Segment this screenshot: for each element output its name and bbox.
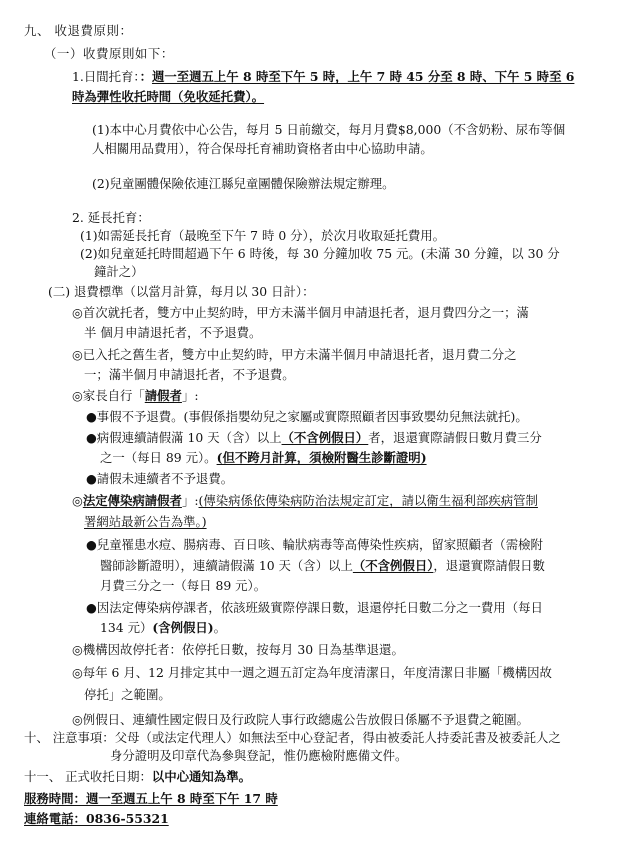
extended-care-heading: 2. 延長托育： — [72, 210, 150, 225]
section-10-text: 父母（或法定代理人）如無法至中心登記者，得由被委託人持委託書及被委託人之 — [114, 730, 561, 745]
class-suspension-rate: 134 元） — [100, 620, 153, 635]
refund-returning-cont: 一；滿半個月申請退托者，不予退費。 — [84, 367, 295, 382]
sick-leave-rate: 之一（每日 89 元）。 — [100, 450, 217, 465]
sick-leave-condition: (但不跨月計算，須檢附醫生診斷證明) — [216, 450, 427, 465]
contagious-illness-refund: ，退還實際請假日數 — [433, 558, 545, 573]
disease-leave-note: (傳染病係依傳染病防治法規定訂定，請以衛生福利部疾病管制 — [198, 493, 538, 508]
day-care-line-1 — [72, 68, 574, 85]
day-care-colon: ： — [139, 69, 152, 84]
contagious-illness: ●兒童罹患水痘、腸病毒、百日咳、輪狀病毒等高傳染性疾病，留家照顧者（需檢附 — [86, 537, 543, 552]
section-10-cont: 身分證明及印章代為參與登記，惟仍應檢附應備文件。 — [110, 748, 408, 763]
extended-care-2-cont: 鐘計之） — [94, 264, 144, 279]
fee-note-1: (1)本中心月費依中心公告，每月 5 日前繳交，每月月費$8,000（不含奶粉、尿布等個 — [92, 122, 566, 137]
section-10 — [24, 729, 561, 746]
sick-leave — [86, 429, 542, 446]
sick-leave-text: ●病假連續請假滿 10 天（含）以上 — [86, 430, 282, 445]
day-care-label: 1.日間托育： — [72, 69, 140, 84]
refund-returning: ◎已入托之舊生者，雙方中止契約時，甲方未滿半個月申請退托者，退月費二分之 — [72, 347, 517, 362]
section-9-2-heading: (二) 退費標準（以當月計算，每月以 30 日計）： — [48, 284, 315, 299]
non-consecutive-leave: ●請假未連續者不予退費。 — [86, 471, 234, 486]
contact-phone: 連絡電話：0836-55321 — [24, 811, 169, 826]
institution-suspension: ◎機構因故停托者：依停托日數，按每月 30 日為基準退還。 — [72, 642, 404, 657]
personal-leave: ●事假不予退費。(事假係指嬰幼兒之家屬或實際照顧者因事致嬰幼兒無法就托)。 — [86, 409, 528, 424]
class-suspension-cont — [100, 619, 226, 636]
sick-leave-refund: 者，退還實際請假日數月費三分 — [368, 430, 542, 445]
extended-care-2: (2)如兒童延托時間超過下午 6 時後，每 30 分鐘加收 75 元。(未滿 30 分鐘，以 30 分 — [80, 246, 560, 261]
cleaning-day-cont: 停托」之範圍。 — [84, 687, 171, 702]
section-11 — [24, 768, 251, 785]
day-care-hours-cont: 時為彈性收托時間（免收延托費）。 — [72, 89, 265, 104]
section-9-heading: 九、 收退費原則： — [24, 23, 133, 38]
class-suspension: ●因法定傳染病停課者，依該班級實際停課日數，退還停托日數二分之一費用（每日 — [86, 600, 543, 615]
day-care-hours: 週一至週五上午 8 時至下午 5 時，上午 7 時 45 分至 8 時、下午 5 時至 6 — [151, 69, 575, 84]
section-11-label: 十一、 正式收托日期： — [24, 769, 152, 784]
fee-note-2: (2)兒童團體保險依連江縣兒童團體保險辦法規定辦理。 — [92, 176, 395, 191]
class-suspension-period: 。 — [213, 620, 227, 635]
disease-leave-note-cont: 署網站最新公告為準。) — [84, 514, 207, 529]
sick-leave-exclude-holidays: （不含例假日） — [281, 430, 369, 445]
cleaning-day: ◎每年 6 月、12 月排定其中一週之週五訂定為年度清潔日，年度清潔日非屬「機構因故 — [72, 665, 552, 680]
parent-leave-suffix: 」: — [181, 388, 199, 403]
disease-leave-bold: 法定傳染病請假者 — [82, 493, 182, 508]
parent-leave-bold: 請假者 — [144, 388, 182, 403]
section-11-value: 以中心通知為準。 — [151, 769, 251, 784]
contagious-illness-rate: 月費三分之一（每日 89 元）。 — [100, 578, 267, 593]
section-10-label: 十、 注意事項： — [24, 730, 115, 745]
contagious-illness-text: 醫師診斷證明），連續請假滿 10 天（含）以上 — [100, 558, 353, 573]
service-hours: 服務時間：週一至週五上午 8 時至下午 17 時 — [24, 791, 278, 806]
sick-leave-cont — [100, 449, 427, 466]
contagious-illness-cont — [100, 557, 545, 574]
extended-care-1: (1)如需延長托育（最晚至下午 7 時 0 分），於次月收取延托費用。 — [80, 228, 446, 243]
parent-leave-prefix: ◎家長自行「 — [72, 388, 145, 403]
refund-first-enroll-cont: 半 個月申請退托者，不予退費。 — [84, 325, 262, 340]
disease-leave-heading — [72, 492, 538, 509]
class-suspension-holidays: (含例假日) — [152, 620, 214, 635]
parent-leave-heading — [72, 387, 199, 404]
fee-note-1-cont: 人相關用品費用），符合保母托育補助資格者由中心協助申請。 — [92, 141, 433, 156]
contagious-illness-exclude-holidays: （不含例假日） — [352, 558, 434, 573]
disease-leave-colon: 」: — [181, 493, 199, 508]
refund-first-enroll: ◎首次就托者，雙方中止契約時，甲方未滿半個月申請退托者，退月費四分之一；滿 — [72, 305, 529, 320]
disease-leave-prefix: ◎ — [72, 493, 83, 508]
holiday-rule: ◎例假日、連續性國定假日及行政院人事行政總處公告放假日係屬不予退費之範圍。 — [72, 712, 529, 727]
section-9-1-heading: （一）收費原則如下： — [44, 46, 174, 61]
